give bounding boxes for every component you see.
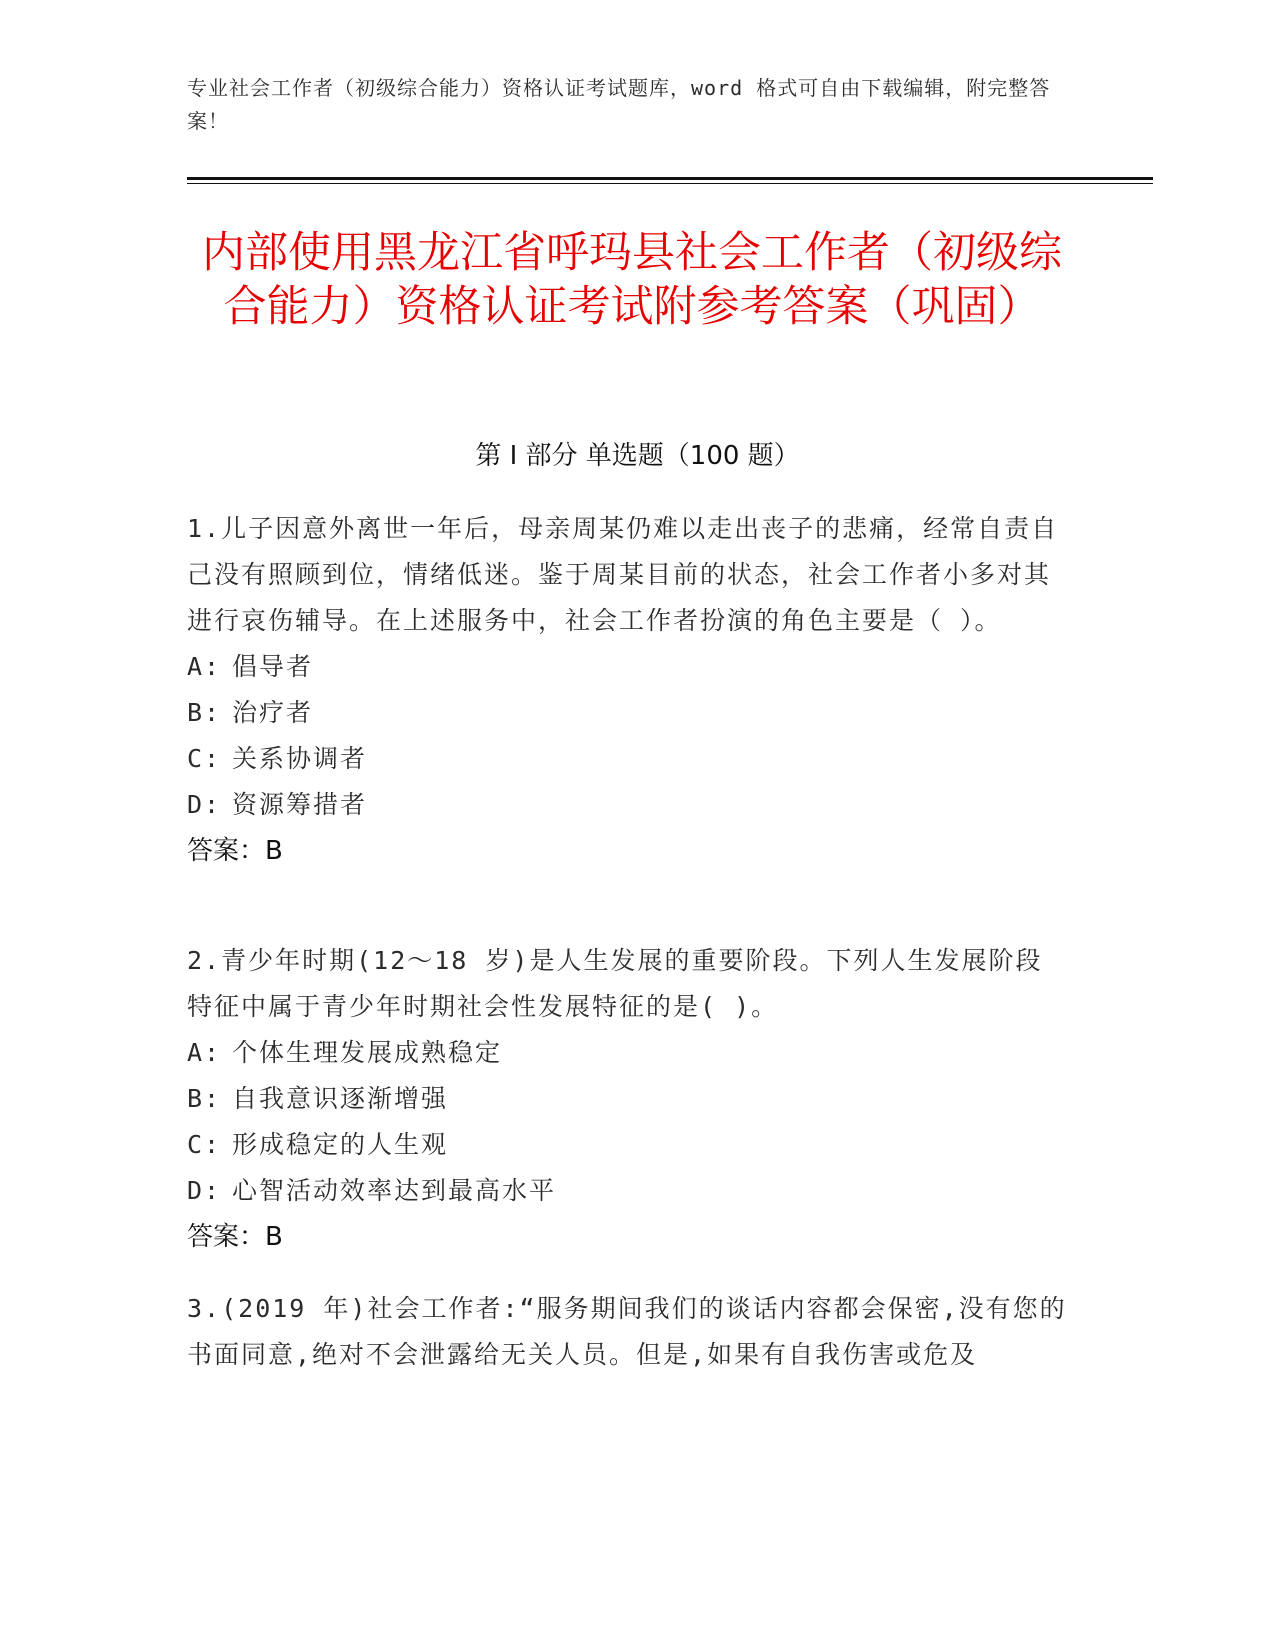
- question-2: [187, 938, 1067, 1260]
- option-key: B:: [187, 1084, 222, 1113]
- option-text: 自我意识逐渐增强: [232, 1084, 449, 1113]
- option-text: 个体生理发展成熟稳定: [232, 1038, 503, 1067]
- answer-line: 答案：B: [187, 836, 283, 866]
- option-c: [187, 736, 1067, 782]
- option-text: 关系协调者: [232, 744, 368, 773]
- option-text: 治疗者: [232, 698, 314, 727]
- option-a: [187, 644, 1067, 690]
- option-c: [187, 1122, 1067, 1168]
- option-key: C:: [187, 1130, 222, 1159]
- option-key: C:: [187, 744, 222, 773]
- section-heading: 第 I 部分 单选题（100 题）: [475, 441, 800, 471]
- option-b: [187, 690, 1067, 736]
- question-1: [187, 506, 1067, 874]
- option-key: B:: [187, 698, 222, 727]
- header-divider-thin: [187, 183, 1153, 184]
- question-3: [187, 1286, 1067, 1378]
- option-key: D:: [187, 1176, 222, 1205]
- option-text: 形成稳定的人生观: [232, 1130, 449, 1159]
- option-b: [187, 1076, 1067, 1122]
- question-stem: 1.儿子因意外离世一年后，母亲周某仍难以走出丧子的悲痛，经常自责自己没有照顾到位，情绪低迷。鉴于周某目前的状态，社会工作者小多对其进行哀伤辅导。在上述服务中，社会工作者扮演的角色主要是（ ）。: [187, 514, 1059, 635]
- option-key: A:: [187, 1038, 222, 1067]
- option-key: D:: [187, 790, 222, 819]
- question-stem: 3.(2019 年)社会工作者:“服务期间我们的谈话内容都会保密,没有您的书面同意,绝对不会泄露给无关人员。但是,如果有自我伤害或危及: [187, 1294, 1067, 1369]
- header-divider-thick: [187, 177, 1153, 180]
- option-d: [187, 782, 1067, 828]
- answer-line: 答案：B: [187, 1222, 283, 1252]
- option-d: [187, 1168, 1067, 1214]
- option-a: [187, 1030, 1067, 1076]
- option-text: 心智活动效率达到最高水平: [232, 1176, 557, 1205]
- option-text: 倡导者: [232, 652, 314, 681]
- option-key: A:: [187, 652, 222, 681]
- document-title: 内部使用黑龙江省呼玛县社会工作者（初级综合能力）资格认证考试附参考答案（巩固）: [202, 228, 1062, 332]
- option-text: 资源筹措者: [232, 790, 368, 819]
- header-note: 专业社会工作者（初级综合能力）资格认证考试题库，word 格式可自由下载编辑，附完整答案！: [187, 76, 1051, 133]
- question-stem: 2.青少年时期(12～18 岁)是人生发展的重要阶段。下列人生发展阶段特征中属于青少年时期社会性发展特征的是( )。: [187, 946, 1043, 1021]
